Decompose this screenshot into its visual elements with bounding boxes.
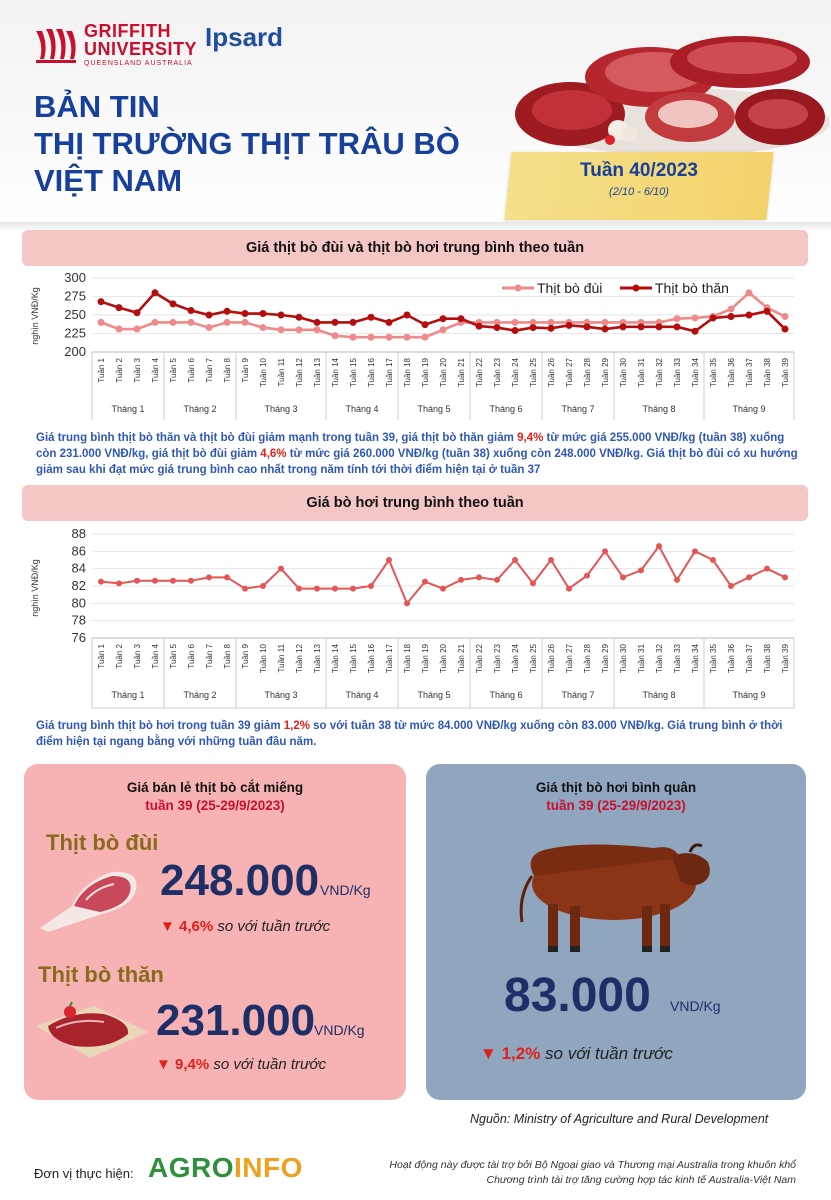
c2-point [512, 557, 518, 563]
c1-point [476, 323, 483, 330]
chart1-y-ticks [64, 270, 86, 359]
c1-x-tick-label: Tuần 34 [691, 358, 700, 388]
c2-month-label: Tháng 5 [417, 690, 451, 700]
retail-item-dui-name: Thịt bò đùi [46, 830, 159, 855]
c1-point [674, 323, 681, 330]
c1-y-tick-label: 300 [64, 270, 86, 285]
c1-point [422, 334, 429, 341]
c1-point [188, 319, 195, 326]
funding-note [330, 1158, 796, 1188]
retail-item-than-price: 231.000 [156, 996, 316, 1045]
c2-y-tick-label: 82 [71, 578, 86, 593]
c1-point [692, 314, 699, 321]
c2-point [368, 583, 374, 589]
c1-point [350, 319, 357, 326]
c1-x-tick-label: Tuần 1 [97, 358, 106, 383]
c2-point [386, 557, 392, 563]
down-triangle-icon: ▼ [160, 918, 175, 935]
c2-x-tick-label: Tuần 12 [295, 644, 304, 674]
griffith-emblem-icon [34, 25, 78, 65]
c1-point [224, 319, 231, 326]
retail-item-than-name: Thịt bò thăn [38, 962, 164, 987]
c1-point [278, 312, 285, 319]
funding-line-1: Hoạt động này được tài trợ bởi Bộ Ngoại giao và Thương mại Australia trong khuôn khổ [389, 1159, 796, 1171]
c2-point [458, 577, 464, 583]
section2-note-part: Giá trung bình thịt bò hơi trong tuần 39 giảm [36, 720, 284, 732]
c1-point [242, 319, 249, 326]
c1-point [620, 323, 627, 330]
c2-point [638, 567, 644, 573]
c2-x-tick-label: Tuần 2 [115, 644, 124, 669]
c2-x-tick-label: Tuần 35 [709, 644, 718, 674]
live-compare: so với tuần trước [545, 1044, 673, 1063]
c2-x-tick-label: Tuần 24 [511, 644, 520, 674]
title-line-3: VIỆT NAM [34, 163, 183, 198]
c1-month-label: Tháng 1 [111, 404, 145, 414]
c1-x-tick-label: Tuần 13 [313, 358, 322, 388]
cow-image [504, 826, 718, 956]
title-line-1: BẢN TIN [34, 89, 160, 124]
c2-x-tick-label: Tuần 37 [745, 644, 754, 674]
c2-point [674, 577, 680, 583]
c1-y-tick-label: 275 [64, 288, 86, 304]
c2-point [134, 578, 140, 584]
section1-note-part: từ mức giá 260.000 VNĐ/kg (tuần 38) xuống còn 248.000 VNĐ/kg. Giá thịt bò đùi có xu hướng giảm sau khi đạt mức giá trung bình cao nhất trong năm tính tới thời điểm hiện tại ở tuần 37 [36, 448, 798, 476]
c2-x-tick-label: Tuần 38 [763, 644, 772, 674]
griffith-logo [34, 22, 197, 67]
c2-x-tick-label: Tuần 28 [583, 644, 592, 674]
c2-x-tick-label: Tuần 1 [97, 644, 106, 669]
c2-x-tick-label: Tuần 29 [601, 644, 610, 674]
griffith-line2: UNIVERSITY [84, 39, 198, 59]
c2-x-tick-label: Tuần 34 [691, 644, 700, 674]
c2-x-tick-label: Tuần 7 [205, 644, 214, 669]
section2-commentary [36, 718, 798, 750]
c1-x-tick-label: Tuần 18 [403, 358, 412, 388]
c1-month-label: Tháng 4 [345, 404, 379, 414]
retail-subtitle: tuần 39 (25-29/9/2023) [145, 798, 285, 813]
c1-point [602, 319, 609, 326]
agroinfo-logo-b: INFO [234, 1152, 303, 1183]
c1-x-tick-label: Tuần 33 [673, 358, 682, 388]
c1-point [728, 306, 735, 313]
c1-point [530, 324, 537, 331]
c2-point [332, 586, 338, 592]
c1-point [152, 319, 159, 326]
c2-series-line-0 [101, 546, 785, 603]
c1-x-tick-label: Tuần 26 [547, 358, 556, 388]
c2-point [278, 566, 284, 572]
c1-point [260, 324, 267, 331]
c1-y-tick-label: 250 [64, 307, 86, 322]
chart1-legend [502, 280, 729, 296]
c1-x-tick-label: Tuần 38 [763, 358, 772, 388]
live-unit: VND/Kg [670, 998, 721, 1014]
c1-point [116, 304, 123, 311]
c2-point [476, 574, 482, 580]
c1-point [206, 312, 213, 319]
c2-x-tick-label: Tuần 30 [619, 644, 628, 674]
c2-point [170, 578, 176, 584]
c1-point [242, 310, 249, 317]
live-change [480, 1044, 673, 1064]
c1-x-tick-label: Tuần 28 [583, 358, 592, 388]
c1-point [332, 332, 339, 339]
c1-x-tick-label: Tuần 31 [637, 358, 646, 388]
beef-cuts-price-chart [22, 268, 808, 420]
c1-point [548, 325, 555, 332]
c2-x-tick-label: Tuần 13 [313, 644, 322, 674]
c2-point [242, 586, 248, 592]
c1-x-tick-label: Tuần 10 [259, 358, 268, 388]
c1-x-tick-label: Tuần 9 [241, 358, 250, 383]
c1-x-tick-label: Tuần 2 [115, 358, 124, 383]
c1-point [674, 315, 681, 322]
c2-x-tick-label: Tuần 8 [223, 644, 232, 669]
c1-point [584, 323, 591, 330]
c1-x-tick-label: Tuần 36 [727, 358, 736, 388]
c1-x-tick-label: Tuần 29 [601, 358, 610, 388]
c2-point [764, 566, 770, 572]
c1-x-tick-label: Tuần 35 [709, 358, 718, 388]
c1-point [170, 300, 177, 307]
c2-x-tick-label: Tuần 32 [655, 644, 664, 674]
c1-point [422, 321, 429, 328]
c2-point [710, 557, 716, 563]
c1-month-label: Tháng 7 [561, 404, 595, 414]
c1-x-tick-label: Tuần 3 [133, 358, 142, 383]
c2-point [152, 578, 158, 584]
c1-x-tick-label: Tuần 17 [385, 358, 394, 388]
c2-y-tick-label: 84 [71, 560, 86, 576]
chart2-y-ticks [72, 526, 86, 645]
c1-point [188, 307, 195, 314]
c1-x-tick-label: Tuần 16 [367, 358, 376, 388]
c1-point [746, 289, 753, 296]
section1-commentary [36, 430, 798, 478]
live-cattle-price-chart [22, 526, 808, 712]
title-line-2: THỊ TRƯỜNG THỊT TRÂU BÒ [34, 126, 460, 161]
c2-month-label: Tháng 8 [642, 690, 676, 700]
agroinfo-logo [148, 1152, 303, 1184]
c1-point [440, 315, 447, 322]
c2-x-tick-label: Tuần 22 [475, 644, 484, 674]
c1-x-tick-label: Tuần 22 [475, 358, 484, 388]
c2-x-tick-label: Tuần 25 [529, 644, 538, 674]
c1-x-tick-label: Tuần 15 [349, 358, 358, 388]
c2-point [782, 574, 788, 580]
c1-x-tick-label: Tuần 14 [331, 358, 340, 388]
c1-point [710, 314, 717, 321]
c2-x-tick-label: Tuần 20 [439, 644, 448, 674]
c1-y-tick-label: 225 [64, 325, 86, 341]
c1-point [98, 298, 105, 305]
c2-point [350, 586, 356, 592]
c1-month-label: Tháng 3 [264, 404, 298, 414]
griffith-line1: GRIFFITH [84, 21, 171, 41]
c1-x-tick-label: Tuần 4 [151, 358, 160, 383]
c2-x-tick-label: Tuần 16 [367, 644, 376, 674]
beef-leg-image [36, 862, 146, 934]
c2-x-tick-label: Tuần 5 [169, 644, 178, 669]
c2-point [224, 574, 230, 580]
c2-month-label: Tháng 3 [264, 690, 298, 700]
section2-note-part: so với tuần 38 từ mức 84.000 VNĐ/kg xuống còn 83.000 VNĐ/kg. Giá trung bình ở thời điểm hiện tại ngang bằng với những tuần đầu năm. [36, 720, 783, 748]
c2-point [440, 586, 446, 592]
retail-item-than-unit: VND/Kg [314, 1022, 365, 1038]
chart1-x-ticks [97, 357, 790, 387]
retail-title: Giá bán lẻ thịt bò cắt miếng [126, 780, 304, 795]
retail-item-than-pct: 9,4% [175, 1056, 210, 1073]
retail-item-dui-price: 248.000 [160, 856, 320, 905]
c2-point [188, 578, 194, 584]
c2-point [566, 586, 572, 592]
c2-point [584, 573, 590, 579]
c1-point [296, 314, 303, 321]
c1-point [152, 289, 159, 296]
down-triangle-icon: ▼ [156, 1056, 171, 1073]
c1-month-label: Tháng 9 [732, 404, 766, 414]
c1-point [206, 324, 213, 331]
c1-y-tick-label: 200 [64, 344, 86, 359]
chart2-x-ticks [97, 643, 790, 673]
retail-item-dui-unit: VND/Kg [320, 882, 371, 898]
c1-month-label: Tháng 6 [489, 404, 523, 414]
funding-line-2: Chương trình tài trợ tăng cường hợp tác kinh tế Australia-Việt Nam [486, 1174, 796, 1186]
c2-x-tick-label: Tuần 26 [547, 644, 556, 674]
c2-x-tick-label: Tuần 21 [457, 644, 466, 674]
c2-x-tick-label: Tuần 33 [673, 644, 682, 674]
c2-x-tick-label: Tuần 39 [781, 644, 790, 674]
c1-month-label: Tháng 2 [183, 404, 217, 414]
c1-point [404, 334, 411, 341]
c2-point [602, 548, 608, 554]
c2-x-tick-label: Tuần 9 [241, 644, 250, 669]
c1-x-tick-label: Tuần 21 [457, 358, 466, 388]
c2-x-tick-label: Tuần 31 [637, 644, 646, 674]
c2-point [116, 580, 122, 586]
c2-point [620, 574, 626, 580]
c1-x-tick-label: Tuần 12 [295, 358, 304, 388]
c2-point [530, 580, 536, 586]
retail-item-than-compare: so với tuần trước [213, 1056, 327, 1073]
c1-point [764, 308, 771, 315]
c2-point [422, 579, 428, 585]
retail-item-dui-compare: so với tuần trước [217, 918, 331, 935]
c1-point [512, 327, 519, 334]
c2-point [404, 600, 410, 606]
c1-point [440, 326, 447, 333]
section2-title: Giá bò hơi trung bình theo tuần [22, 485, 808, 521]
c1-point [368, 334, 375, 341]
c1-point [350, 334, 357, 341]
c1-point [386, 334, 393, 341]
c1-x-tick-label: Tuần 11 [277, 358, 286, 387]
c1-point [170, 319, 177, 326]
section1-note-part: 9,4% [517, 432, 544, 444]
c2-x-tick-label: Tuần 11 [277, 644, 286, 673]
down-triangle-icon: ▼ [480, 1044, 497, 1063]
c1-x-tick-label: Tuần 20 [439, 358, 448, 388]
c1-x-tick-label: Tuần 8 [223, 358, 232, 383]
live-price: 83.000 [504, 969, 651, 1022]
c2-point [314, 586, 320, 592]
c1-x-tick-label: Tuần 6 [187, 358, 196, 383]
c2-x-tick-label: Tuần 4 [151, 644, 160, 669]
c2-x-tick-label: Tuần 15 [349, 644, 358, 674]
c2-point [656, 543, 662, 549]
c1-x-tick-label: Tuần 39 [781, 358, 790, 388]
c1-point [746, 312, 753, 319]
beef-tenderloin-image [34, 996, 150, 1070]
c1-point [224, 308, 231, 315]
retail-item-dui-change [160, 918, 330, 935]
c1-month-label: Tháng 5 [417, 404, 451, 414]
c2-x-tick-label: Tuần 6 [187, 644, 196, 669]
c1-x-tick-label: Tuần 5 [169, 358, 178, 383]
c2-point [296, 586, 302, 592]
c2-month-label: Tháng 7 [561, 690, 595, 700]
c1-point [602, 326, 609, 333]
c2-month-label: Tháng 2 [183, 690, 217, 700]
implementer-label: Đơn vị thực hiện: [34, 1166, 134, 1181]
c1-point [386, 319, 393, 326]
c1-point [404, 312, 411, 319]
c1-point [494, 324, 501, 331]
c1-point [296, 326, 303, 333]
c2-x-tick-label: Tuần 27 [565, 644, 574, 674]
live-pct: 1,2% [501, 1044, 541, 1063]
c2-x-tick-label: Tuần 17 [385, 644, 394, 674]
c2-month-label: Tháng 6 [489, 690, 523, 700]
c1-point [368, 314, 375, 321]
c1-x-tick-label: Tuần 24 [511, 358, 520, 388]
bulletin-title [34, 88, 460, 199]
c1-x-tick-label: Tuần 19 [421, 358, 430, 388]
c1-point [134, 326, 141, 333]
agroinfo-logo-a: AGRO [148, 1152, 234, 1183]
c1-x-tick-label: Tuần 27 [565, 358, 574, 388]
c2-month-label: Tháng 9 [732, 690, 766, 700]
chart2-y-axis-label: nghìn VNĐ/Kg [30, 559, 40, 617]
c2-point [98, 579, 104, 585]
c2-month-label: Tháng 4 [345, 690, 379, 700]
section1-note-part: từ mức giá 255.000 VNĐ/kg (tuần 38) xuống còn 231.000 VNĐ/kg, giá thịt bò đùi giảm [36, 432, 785, 460]
c2-point [494, 577, 500, 583]
meat-photo-image [510, 22, 830, 162]
c1-point [566, 322, 573, 329]
c1-point [656, 323, 663, 330]
c1-x-tick-label: Tuần 37 [745, 358, 754, 388]
c2-y-tick-label: 88 [71, 526, 86, 541]
c1-point [134, 309, 141, 316]
section1-note-part: 4,6% [260, 448, 287, 460]
c1-point [278, 326, 285, 333]
c2-x-tick-label: Tuần 10 [259, 644, 268, 674]
c1-point [314, 326, 321, 333]
c2-x-tick-label: Tuần 3 [133, 644, 142, 669]
c1-x-tick-label: Tuần 30 [619, 358, 628, 388]
week-label: Tuần 40/2023 [580, 160, 698, 181]
legend-label-than: Thịt bò thăn [655, 280, 729, 296]
c1-point [692, 328, 699, 335]
c1-point [782, 326, 789, 333]
week-dates: (2/10 - 6/10) [609, 186, 669, 198]
section1-title: Giá thịt bò đùi và thịt bò hơi trung bình theo tuần [22, 230, 808, 266]
c2-x-tick-label: Tuần 14 [331, 644, 340, 674]
c1-point [332, 319, 339, 326]
retail-item-than-change [156, 1056, 326, 1073]
c2-x-tick-label: Tuần 18 [403, 644, 412, 674]
c1-point [458, 315, 465, 322]
c2-x-tick-label: Tuần 19 [421, 644, 430, 674]
c1-point [782, 313, 789, 320]
c1-point [314, 319, 321, 326]
c1-point [638, 323, 645, 330]
c2-y-tick-label: 86 [71, 543, 86, 559]
section1-note-part: Giá trung bình thịt bò thăn và thịt bò đùi giảm mạnh trong tuần 39, giá thịt bò thăn giảm [36, 432, 518, 444]
ipsard-logo: Ipsard [205, 22, 284, 52]
source-note: Nguồn: Ministry of Agriculture and Rural Development [470, 1112, 769, 1126]
c1-point [728, 313, 735, 320]
c1-x-tick-label: Tuần 7 [205, 358, 214, 383]
c2-y-tick-label: 78 [71, 612, 86, 628]
live-title: Giá thịt bò hơi bình quân [535, 780, 697, 795]
c2-month-label: Tháng 1 [111, 690, 145, 700]
griffith-line3: QUEENSLAND AUSTRALIA [84, 60, 193, 67]
retail-item-dui-pct: 4,6% [179, 918, 214, 935]
c2-x-tick-label: Tuần 36 [727, 644, 736, 674]
legend-label-dui: Thịt bò đùi [537, 280, 603, 296]
c2-point [728, 583, 734, 589]
live-subtitle: tuần 39 (25-29/9/2023) [546, 798, 686, 813]
c1-x-tick-label: Tuần 32 [655, 358, 664, 388]
c2-point [260, 583, 266, 589]
c2-x-tick-label: Tuần 23 [493, 644, 502, 674]
c1-x-tick-label: Tuần 25 [529, 358, 538, 388]
c1-point [98, 319, 105, 326]
c2-point [746, 574, 752, 580]
chart1-y-axis-label: nghìn VNĐ/Kg [30, 287, 40, 345]
section2-note-part: 1,2% [283, 720, 310, 732]
c1-point [512, 319, 519, 326]
c2-point [206, 574, 212, 580]
chart2-series [98, 543, 788, 606]
c2-point [692, 548, 698, 554]
c1-month-label: Tháng 8 [642, 404, 676, 414]
c2-y-tick-label: 76 [71, 630, 86, 645]
c2-y-tick-label: 80 [71, 595, 86, 611]
c1-point [116, 326, 123, 333]
c1-point [260, 310, 267, 317]
c2-point [548, 557, 554, 563]
c1-x-tick-label: Tuần 23 [493, 358, 502, 388]
